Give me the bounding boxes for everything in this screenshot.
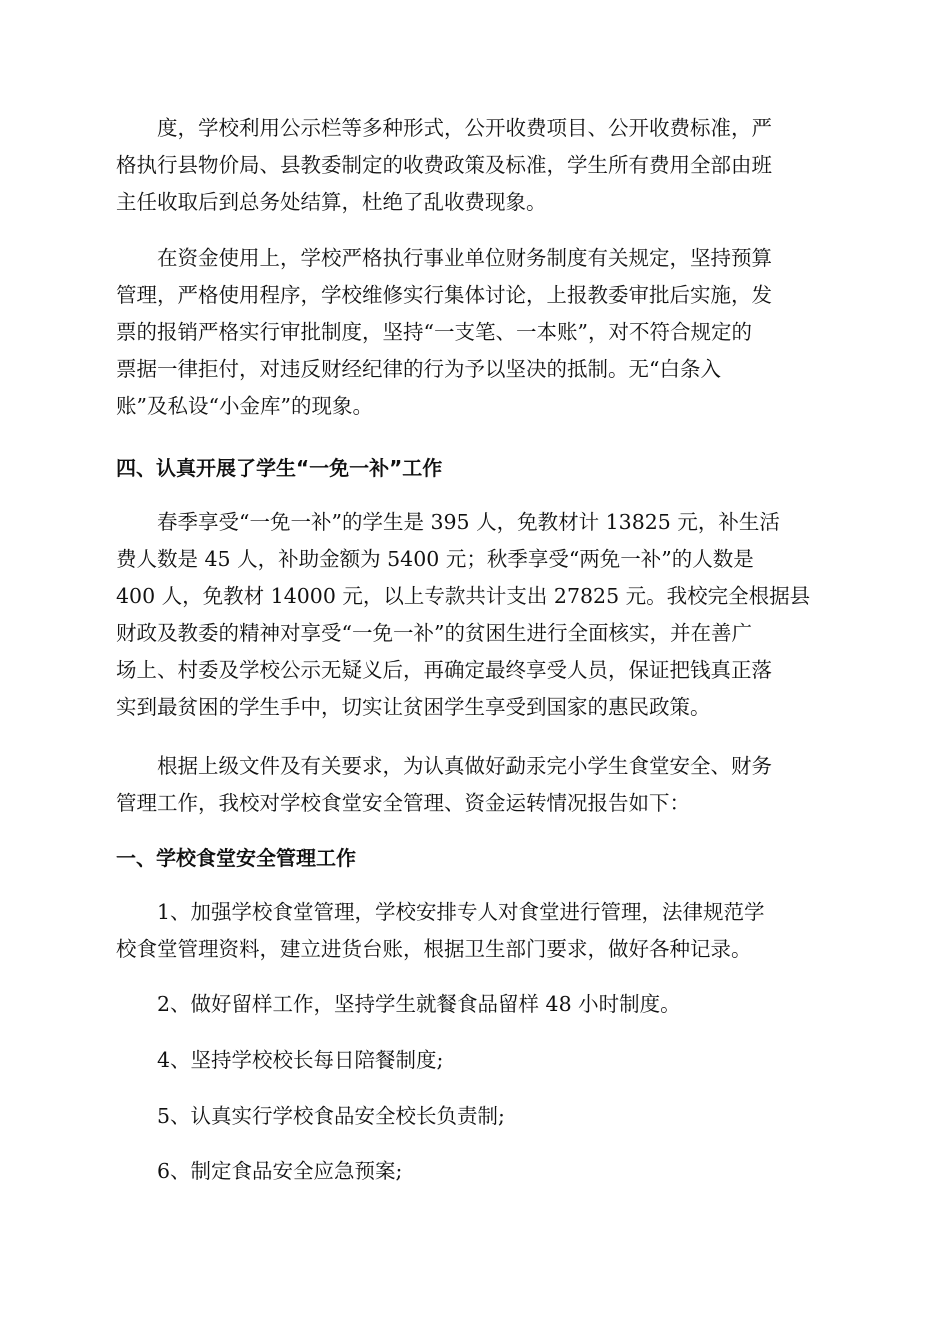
text-line: 实到最贫困的学生手中，切实让贫困学生享受到国家的惠民政策。 [116,695,711,719]
section-heading-one [116,840,838,877]
text-line: 财政及教委的精神对享受“一免一补”的贫困生进行全面核实，并在善广 [116,621,752,645]
text-line: 校食堂管理资料，建立进货台账，根据卫生部门要求，做好各种记录。 [116,937,752,961]
text-line: 票的报销严格实行审批制度，坚持“一支笔、一本账”，对不符合规定的 [116,320,752,344]
paragraph-report-intro [116,748,838,822]
list-item-4 [116,1042,838,1079]
text-line: 主任收取后到总务处结算，杜绝了乱收费现象。 [116,190,547,214]
text-line: 在资金使用上，学校严格执行事业单位财务制度有关规定，坚持预算 [157,246,772,270]
text-line: 账”及私设“小金库”的现象。 [116,394,373,418]
paragraph-item-1 [116,894,838,968]
heading-text: 四、认真开展了学生“一免一补”工作 [116,456,443,480]
heading-text: 一、学校食堂安全管理工作 [116,846,356,870]
text-line: 2、做好留样工作，坚持学生就餐食品留样 48 小时制度。 [157,992,681,1016]
text-line: 度，学校利用公示栏等多种形式，公开收费项目、公开收费标准，严 [157,116,772,140]
text-line: 4、坚持学校校长每日陪餐制度; [157,1048,444,1072]
text-line: 春季享受“一免一补”的学生是 395 人，免教材计 13825 元，补生活 [157,510,780,534]
section-heading-four [116,450,838,487]
paragraph-one-free-one-subsidy [116,504,838,726]
text-line: 6、制定食品安全应急预案; [157,1159,403,1183]
text-line: 费人数是 45 人，补助金额为 5400 元；秋季享受“两免一补”的人数是 [116,547,754,571]
text-line: 管理，严格使用程序，学校维修实行集体讨论，上报教委审批后实施，发 [116,283,772,307]
text-line: 格执行县物价局、县教委制定的收费政策及标准，学生所有费用全部由班 [116,153,772,177]
text-line: 1、加强学校食堂管理，学校安排专人对食堂进行管理，法律规范学 [157,900,765,924]
text-line: 根据上级文件及有关要求，为认真做好勐汞完小学生食堂安全、财务 [157,754,772,778]
paragraph-fee-publicity [116,110,838,221]
text-line: 场上、村委及学校公示无疑义后，再确定最终享受人员，保证把钱真正落 [116,658,772,682]
paragraph-fund-usage [116,240,838,425]
text-line: 管理工作，我校对学校食堂安全管理、资金运转情况报告如下： [116,791,690,815]
list-item-5 [116,1098,838,1135]
text-line: 400 人，免教材 14000 元，以上专款共计支出 27825 元。我校完全根据县 [116,584,811,608]
text-line: 票据一律拒付，对违反财经纪律的行为予以坚决的抵制。无“白条入 [116,357,721,381]
list-item-2 [116,986,838,1023]
list-item-6 [116,1153,838,1190]
text-line: 5、认真实行学校食品安全校长负责制; [157,1104,505,1128]
